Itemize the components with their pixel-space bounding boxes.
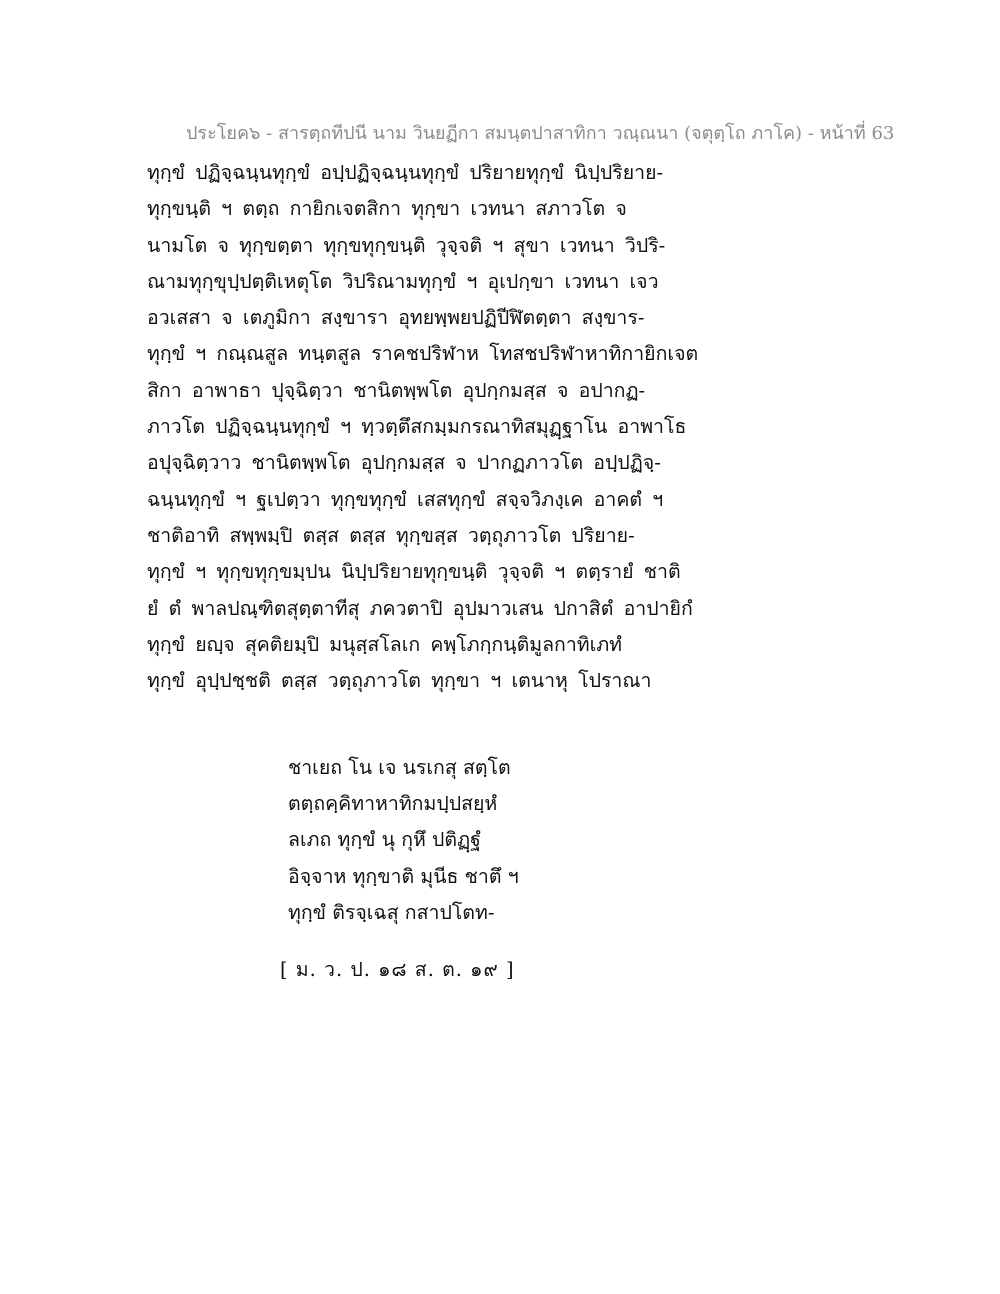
body-line: ทุกฺขํ อุปฺปชฺชติ ตสฺส วตฺถุภาวโต ทุกฺขา ฯ เตนาหุ โปราณา (147, 669, 652, 693)
source-citation: [ ม. ว. ป. ๑๘ ส. ต. ๑๙ ] (280, 958, 515, 981)
verse-line: อิจฺจาห ทุกฺขาติ มุนีธ ชาตึ ฯ (288, 864, 519, 888)
verse-line: ชาเยถ โน เจ นรเกสุ สตฺโต (288, 756, 511, 779)
body-line: ชาติอาทิ สพฺพมฺปิ ตสฺส ตสฺส ทุกฺขสฺส วตฺถุภาวโต ปริยาย- (147, 523, 635, 547)
body-line: ทุกฺขํ ฯ ทุกฺขทุกฺขมฺปน นิปฺปริยายทุกฺขนฺติ วุจฺจติ ฯ ตตฺรายํ ชาติ (147, 560, 681, 584)
verse-line: ทุกฺขํ ติรจฺเฉสุ กสาปโตท- (288, 900, 495, 924)
body-line: ยํ ตํ พาลปณฺฑิตสุตฺตาทีสุ ภควตาปิ อุปมาวเสน ปกาสิตํ อาปายิกํ (147, 596, 693, 620)
body-line: นามโต จ ทุกฺขตฺตา ทุกฺขทุกฺขนฺติ วุจฺจติ ฯ สุขา เวทนา วิปริ- (147, 233, 666, 257)
body-line: ณามทุกฺขุปฺปตฺติเหตุโต วิปริณามทุกฺขํ ฯ อุเปกฺขา เวทนา เจว (147, 269, 659, 293)
body-line: ทุกฺขํ ยญฺจ สุคติยมฺปิ มนุสฺสโลเก คพฺโภกฺกนฺติมูลกาทิเภทํ (147, 632, 623, 656)
body-line: ทุกฺขนฺติ ฯ ตตฺถ กายิกเจตสิกา ทุกฺขา เวทนา สภาวโต จ (147, 197, 627, 221)
running-header: ประโยค๖ - สารตฺถทีปนี นาม วินยฏีกา สมนฺตปาสาทิกา วณฺณนา (จตุตฺโถ ภาโค) - หน้าที่ 63 (186, 123, 895, 144)
verse-block (288, 750, 519, 931)
body-paragraph (147, 155, 847, 699)
verse-line: ตตฺถคฺคิทาหาทิกมปฺปสยฺหํ (288, 792, 498, 816)
body-line: ทุกฺขํ ฯ กณฺณสูล ทนฺตสูล ราคชปริฬาห โทสชปริฬาหาทิกายิกเจต (147, 342, 699, 366)
body-line: ฉนฺนทุกฺขํ ฯ ฐเปตฺวา ทุกฺขทุกฺขํ เสสทุกฺขํ สจฺจวิภงฺเค อาคตํ ฯ (147, 487, 664, 511)
body-line: อปุจฺฉิตฺวาว ชานิตพฺพโต อุปกฺกมสฺส จ ปากฏภาวโต อปฺปฏิจฺ- (147, 451, 661, 475)
verse-line: ลเภถ ทุกฺขํ นุ กุหึ ปติฏฺฐํ (288, 828, 481, 852)
body-line: ทุกฺขํ ปฏิจฺฉนฺนทุกฺขํ อปฺปฏิจฺฉนฺนทุกฺขํ ปริยายทุกฺขํ นิปฺปริยาย- (147, 161, 664, 184)
body-line: ภาวโต ปฏิจฺฉนฺนทุกฺขํ ฯ ทฺวตฺตึสกมฺมกรณาทิสมุฏฺฐาโน อาพาโธ (147, 415, 687, 439)
body-line: สิกา อาพาธา ปุจฺฉิตฺวา ชานิตพฺพโต อุปกฺกมสฺส จ อปากฏ- (147, 378, 646, 402)
body-line: อวเสสา จ เตภูมิกา สงฺขารา อุทยพฺพยปฏิปีฬิตตฺตา สงฺขาร- (147, 306, 645, 330)
